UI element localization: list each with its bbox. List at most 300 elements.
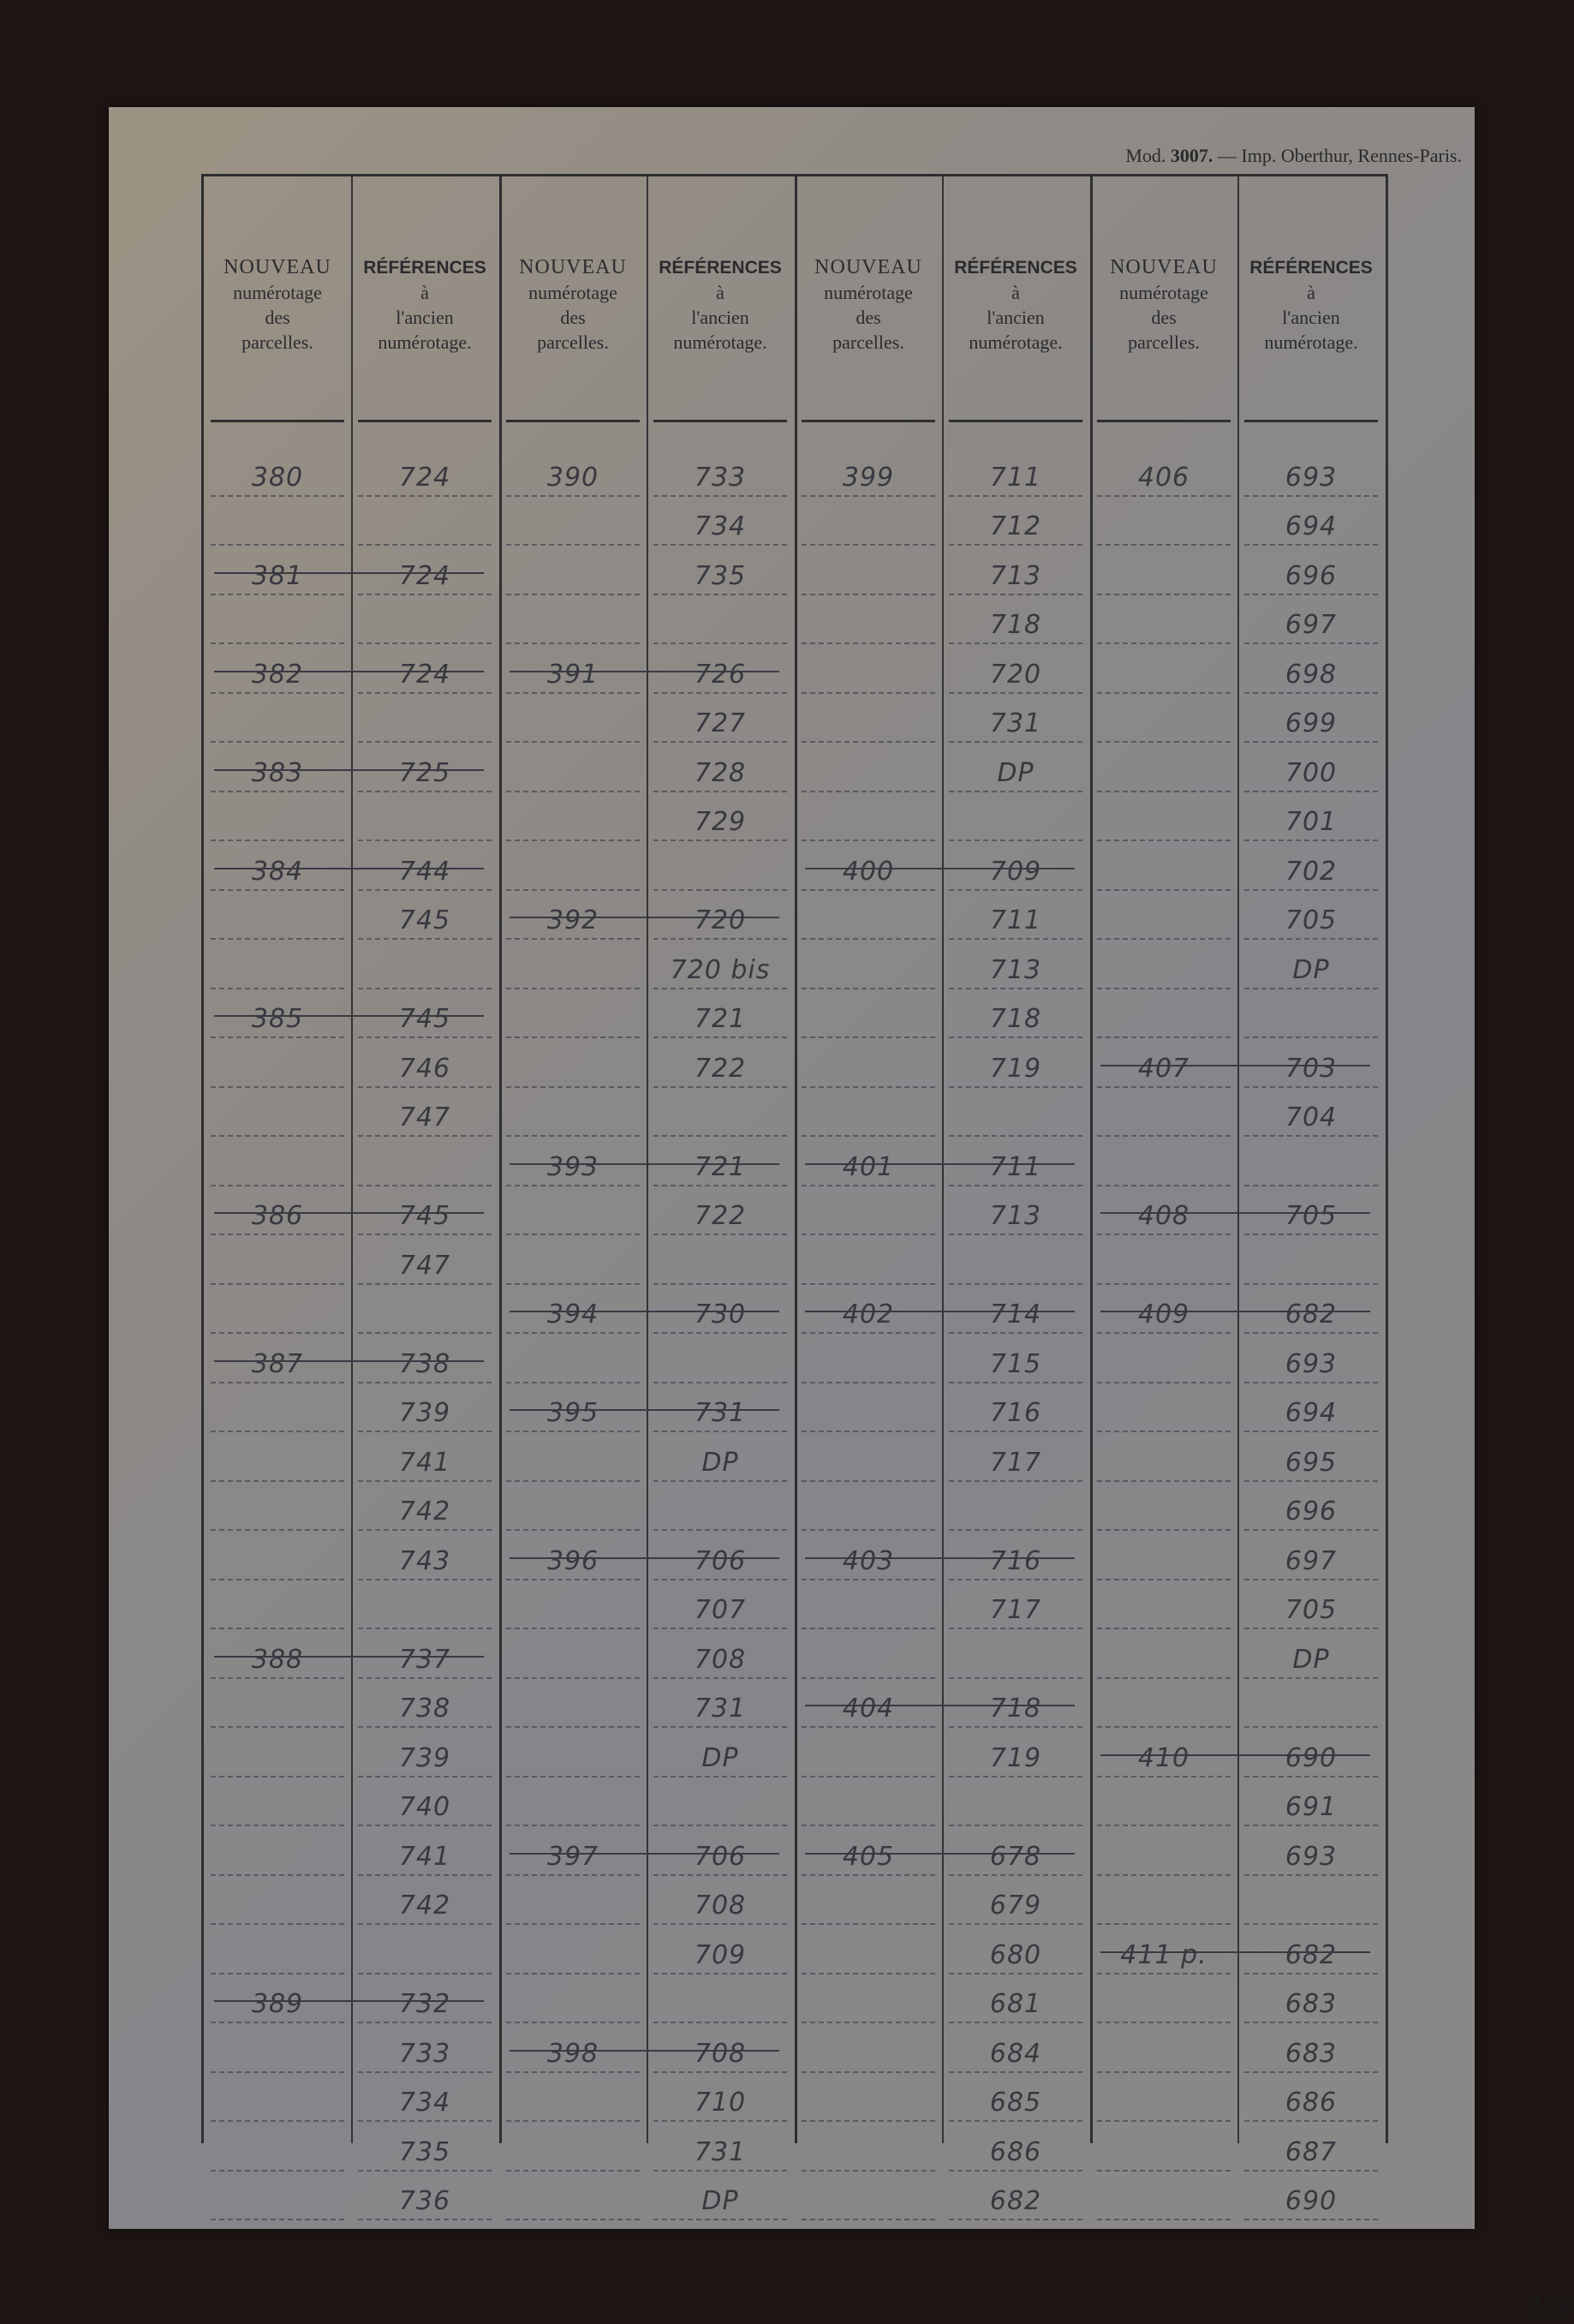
old-reference-number: 705 [1285, 1595, 1338, 1625]
dotted-rule [358, 1332, 492, 1334]
dotted-rule [506, 1135, 640, 1137]
old-reference-number: 724 [398, 462, 451, 493]
page-number: 116 [1529, 2291, 1574, 2320]
dotted-rule [1097, 2219, 1231, 2220]
dotted-rule [211, 1874, 344, 1876]
dotted-rule [1244, 2170, 1378, 2172]
dotted-rule [802, 1628, 935, 1629]
dotted-rule [653, 988, 787, 989]
dotted-rule [949, 1431, 1082, 1432]
dotted-rule [1097, 2022, 1231, 2023]
dotted-rule [1244, 1086, 1378, 1088]
dotted-rule [1244, 1776, 1378, 1777]
new-parcel-number: 383 [251, 757, 304, 788]
dotted-rule [358, 1135, 492, 1137]
dotted-rule [653, 1283, 787, 1285]
header-nouveau-line2: numérotage [824, 282, 913, 303]
dotted-rule [358, 1825, 492, 1826]
dotted-rule [653, 2219, 787, 2220]
dotted-rule [211, 2170, 344, 2172]
header-nouveau-line4: parcelles. [832, 332, 904, 353]
dotted-rule [211, 1529, 344, 1531]
header-nouveau-line4: parcelles. [1128, 332, 1200, 353]
dotted-rule [1244, 1431, 1378, 1432]
dotted-rule [653, 692, 787, 694]
dotted-rule [949, 1283, 1082, 1285]
old-reference-number: 683 [1285, 1989, 1338, 2019]
old-reference-number: 719 [989, 1742, 1042, 1773]
old-reference-number: 705 [1285, 905, 1338, 935]
old-reference-number: 717 [989, 1595, 1042, 1625]
dotted-rule [506, 495, 640, 497]
dotted-rule [802, 1529, 935, 1531]
dotted-rule [358, 692, 492, 694]
dotted-rule [1097, 1973, 1231, 1975]
old-reference-number: 685 [989, 2088, 1042, 2118]
dotted-rule [1097, 1579, 1231, 1580]
header-references-line2: à [420, 282, 429, 303]
new-parcel-number: 408 [1137, 1201, 1190, 1231]
new-parcel-number: 395 [546, 1398, 599, 1428]
dotted-rule [358, 938, 492, 940]
dotted-rule [949, 1973, 1082, 1975]
dotted-rule [1097, 2120, 1231, 2122]
dotted-rule [211, 1726, 344, 1728]
dotted-rule [506, 1431, 640, 1432]
old-reference-number: 694 [1285, 511, 1338, 541]
dotted-rule [506, 1480, 640, 1482]
dotted-rule [802, 642, 935, 644]
dotted-rule [211, 594, 344, 595]
old-reference-number: 728 [694, 757, 747, 788]
dotted-rule [949, 1332, 1082, 1334]
new-parcel-number: 402 [842, 1299, 895, 1329]
header-rule [358, 420, 492, 422]
dotted-rule [506, 1726, 640, 1728]
old-reference-number: 696 [1285, 1497, 1338, 1526]
dotted-rule [1097, 692, 1231, 694]
old-reference-number: 696 [1285, 560, 1338, 591]
column-divider [942, 176, 944, 2143]
header-nouveau-title: NOUVEAU [224, 256, 331, 278]
old-reference-number: 747 [398, 1102, 451, 1132]
dotted-rule [1097, 1677, 1231, 1679]
dotted-rule [949, 2120, 1082, 2122]
header-references-title: RÉFÉRENCES [363, 258, 486, 278]
dotted-rule [1097, 938, 1231, 940]
header-references-4 [1237, 255, 1385, 355]
dotted-rule [802, 594, 935, 595]
old-reference-number: 720 [694, 905, 747, 935]
dotted-rule [1244, 1726, 1378, 1728]
dotted-rule [653, 889, 787, 891]
dotted-rule [949, 1923, 1082, 1925]
old-reference-number: 733 [398, 2038, 451, 2069]
dotted-rule [1244, 1579, 1378, 1580]
header-references-line3: l'ancien [1282, 307, 1340, 328]
printer-name: — Imp. Oberthur, Rennes-Paris. [1217, 145, 1462, 166]
dotted-rule [1244, 1628, 1378, 1629]
dotted-rule [653, 1431, 787, 1432]
new-parcel-number: 381 [251, 560, 304, 591]
old-reference-number: 713 [989, 954, 1042, 985]
old-reference-number: 681 [989, 1989, 1042, 2019]
old-reference-number: 739 [398, 1742, 451, 1773]
new-parcel-number: 387 [251, 1348, 304, 1379]
header-references-line3: l'ancien [987, 307, 1045, 328]
dotted-rule [653, 1923, 787, 1925]
dotted-rule [802, 2170, 935, 2172]
dotted-rule [1244, 1135, 1378, 1137]
old-reference-number: 718 [989, 1004, 1042, 1034]
dotted-rule [211, 938, 344, 940]
old-reference-number: 732 [398, 1989, 451, 2019]
block-divider [1090, 176, 1093, 2143]
dotted-rule [358, 839, 492, 841]
block-divider [499, 176, 502, 2143]
old-reference-number: 697 [1285, 1545, 1338, 1576]
dotted-rule [802, 1431, 935, 1432]
dotted-rule [1097, 1529, 1231, 1531]
dotted-rule [506, 1234, 640, 1235]
dotted-rule [211, 2219, 344, 2220]
dotted-rule [802, 1825, 935, 1826]
dotted-rule [802, 791, 935, 792]
dotted-rule [949, 642, 1082, 644]
dotted-rule [949, 1579, 1082, 1580]
dotted-rule [653, 938, 787, 940]
old-reference-number: DP [701, 2186, 739, 2216]
old-reference-number: 722 [694, 1201, 747, 1231]
old-reference-number: 741 [398, 1447, 451, 1478]
old-reference-number: 695 [1285, 1447, 1338, 1478]
dotted-rule [949, 495, 1082, 497]
dotted-rule [653, 2022, 787, 2023]
dotted-rule [949, 1480, 1082, 1482]
old-reference-number: 711 [989, 462, 1042, 493]
dotted-rule [1244, 1480, 1378, 1482]
dotted-rule [506, 839, 640, 841]
dotted-rule [1244, 544, 1378, 546]
dotted-rule [1244, 1332, 1378, 1334]
dotted-rule [506, 1283, 640, 1285]
old-reference-number: 703 [1285, 1053, 1338, 1084]
dotted-rule [802, 1283, 935, 1285]
dotted-rule [802, 1973, 935, 1975]
old-reference-number: 725 [398, 757, 451, 788]
dotted-rule [506, 2120, 640, 2122]
old-reference-number: 686 [989, 2136, 1042, 2167]
dotted-rule [211, 1825, 344, 1826]
new-parcel-number: 391 [546, 659, 599, 690]
old-reference-number: 746 [398, 1053, 451, 1084]
new-parcel-number: 392 [546, 905, 599, 935]
dotted-rule [653, 1037, 787, 1038]
header-nouveau-line4: parcelles. [241, 332, 313, 353]
old-reference-number: 731 [694, 1694, 747, 1724]
dotted-rule [949, 1086, 1082, 1088]
dotted-rule [802, 1776, 935, 1777]
new-parcel-number: 403 [842, 1545, 895, 1576]
old-reference-number: 719 [989, 1053, 1042, 1084]
dotted-rule [949, 692, 1082, 694]
dotted-rule [358, 1923, 492, 1925]
dotted-rule [1244, 988, 1378, 989]
dotted-rule [1244, 642, 1378, 644]
dotted-rule [358, 1628, 492, 1629]
dotted-rule [506, 1037, 640, 1038]
dotted-rule [1244, 1874, 1378, 1876]
old-reference-number: 737 [398, 1644, 451, 1675]
dotted-rule [211, 2071, 344, 2073]
dotted-rule [1097, 1382, 1231, 1383]
dotted-rule [653, 1185, 787, 1186]
header-references-line4: numérotage. [378, 332, 472, 353]
dotted-rule [1097, 839, 1231, 841]
block-divider [795, 176, 797, 2143]
dotted-rule [358, 1973, 492, 1975]
dotted-rule [1097, 1874, 1231, 1876]
old-reference-number: DP [701, 1742, 739, 1773]
dotted-rule [1244, 594, 1378, 595]
dotted-rule [802, 2022, 935, 2023]
dotted-rule [358, 544, 492, 546]
dotted-rule [1244, 1283, 1378, 1285]
dotted-rule [211, 1579, 344, 1580]
old-reference-number: 712 [989, 511, 1042, 541]
dotted-rule [358, 1529, 492, 1531]
dotted-rule [211, 839, 344, 841]
dotted-rule [802, 839, 935, 841]
dotted-rule [506, 1332, 640, 1334]
dotted-rule [506, 2071, 640, 2073]
header-references-line4: numérotage. [969, 332, 1063, 353]
dotted-rule [802, 495, 935, 497]
header-rule [949, 420, 1082, 422]
dotted-rule [506, 889, 640, 891]
dotted-rule [506, 1579, 640, 1580]
old-reference-number: 721 [694, 1151, 747, 1182]
header-nouveau-1 [204, 255, 351, 355]
dotted-rule [211, 1234, 344, 1235]
mod-label: Mod. [1125, 145, 1166, 166]
header-nouveau-2 [499, 255, 647, 355]
old-reference-number: 724 [398, 659, 451, 690]
mod-number: 3007. [1170, 145, 1213, 166]
header-nouveau-title: NOUVEAU [519, 256, 627, 278]
dotted-rule [506, 1086, 640, 1088]
new-parcel-number: 407 [1137, 1053, 1190, 1084]
dotted-rule [1244, 1185, 1378, 1186]
dotted-rule [211, 1628, 344, 1629]
dotted-rule [358, 642, 492, 644]
new-parcel-number: 394 [546, 1299, 599, 1329]
dotted-rule [949, 2022, 1082, 2023]
old-reference-number: 691 [1285, 1792, 1338, 1822]
dotted-rule [1097, 791, 1231, 792]
old-reference-number: 722 [694, 1053, 747, 1084]
dotted-rule [358, 2120, 492, 2122]
old-reference-number: 735 [398, 2136, 451, 2167]
header-nouveau-line3: des [856, 307, 881, 328]
old-reference-number: 734 [398, 2088, 451, 2118]
dotted-rule [1097, 1086, 1231, 1088]
dotted-rule [653, 1529, 787, 1531]
dotted-rule [1097, 2170, 1231, 2172]
dotted-rule [1097, 1923, 1231, 1925]
header-nouveau-line2: numérotage [528, 282, 617, 303]
old-reference-number: 708 [694, 2038, 747, 2069]
old-reference-number: 699 [1285, 708, 1338, 738]
dotted-rule [1244, 692, 1378, 694]
dotted-rule [506, 1923, 640, 1925]
dotted-rule [211, 1973, 344, 1975]
new-parcel-number: 388 [251, 1644, 304, 1675]
old-reference-number: 708 [694, 1644, 747, 1675]
dotted-rule [949, 1382, 1082, 1383]
dotted-rule [653, 1726, 787, 1728]
dotted-rule [506, 2219, 640, 2220]
old-reference-number: 700 [1285, 757, 1338, 788]
dotted-rule [1244, 1973, 1378, 1975]
dotted-rule [949, 938, 1082, 940]
new-parcel-number: 409 [1137, 1299, 1190, 1329]
dotted-rule [358, 1677, 492, 1679]
new-parcel-number: 411 p. [1120, 1939, 1207, 1970]
dotted-rule [211, 1431, 344, 1432]
dotted-rule [653, 2170, 787, 2172]
dotted-rule [802, 1086, 935, 1088]
dotted-rule [1097, 495, 1231, 497]
dotted-rule [358, 1283, 492, 1285]
dotted-rule [1244, 1037, 1378, 1038]
old-reference-number: 698 [1285, 659, 1338, 690]
dotted-rule [949, 1037, 1082, 1038]
dotted-rule [506, 594, 640, 595]
header-rule [1097, 420, 1231, 422]
dotted-rule [949, 1825, 1082, 1826]
new-parcel-number: 397 [546, 1841, 599, 1872]
dotted-rule [506, 791, 640, 792]
old-reference-number: 711 [989, 1151, 1042, 1182]
header-nouveau-line3: des [560, 307, 586, 328]
old-reference-number: 741 [398, 1841, 451, 1872]
dotted-rule [653, 839, 787, 841]
dotted-rule [802, 1234, 935, 1235]
old-reference-number: 709 [694, 1939, 747, 1970]
dotted-rule [949, 544, 1082, 546]
old-reference-number: 743 [398, 1545, 451, 1576]
printer-imprint [879, 145, 1462, 167]
old-reference-number: 682 [1285, 1299, 1338, 1329]
dotted-rule [653, 1825, 787, 1826]
dotted-rule [358, 988, 492, 989]
old-reference-number: 684 [989, 2038, 1042, 2069]
dotted-rule [1244, 839, 1378, 841]
dotted-rule [358, 791, 492, 792]
dotted-rule [211, 692, 344, 694]
old-reference-number: DP [997, 757, 1034, 788]
header-rule [506, 420, 640, 422]
new-parcel-number: 404 [842, 1694, 895, 1724]
dotted-rule [802, 1332, 935, 1334]
dotted-rule [653, 1332, 787, 1334]
dotted-rule [949, 2170, 1082, 2172]
old-reference-number: 690 [1285, 2186, 1338, 2216]
old-reference-number: 690 [1285, 1742, 1338, 1773]
old-reference-number: 678 [989, 1841, 1042, 1872]
dotted-rule [1097, 1234, 1231, 1235]
old-reference-number: 704 [1285, 1102, 1338, 1132]
header-references-title: RÉFÉRENCES [659, 258, 782, 278]
old-reference-number: DP [701, 1447, 739, 1478]
old-reference-number: 705 [1285, 1201, 1338, 1231]
dotted-rule [802, 544, 935, 546]
dotted-rule [1097, 642, 1231, 644]
dotted-rule [1097, 544, 1231, 546]
dotted-rule [653, 791, 787, 792]
old-reference-number: 738 [398, 1348, 451, 1379]
old-reference-number: 706 [694, 1841, 747, 1872]
old-reference-number: 693 [1285, 1348, 1338, 1379]
dotted-rule [506, 2170, 640, 2172]
dotted-rule [653, 1776, 787, 1777]
dotted-rule [949, 839, 1082, 841]
dotted-rule [1097, 741, 1231, 743]
dotted-rule [949, 2071, 1082, 2073]
old-reference-number: 720 [989, 659, 1042, 690]
old-reference-number: 682 [989, 2186, 1042, 2216]
dotted-rule [211, 1923, 344, 1925]
dotted-rule [1097, 1185, 1231, 1186]
dotted-rule [506, 1874, 640, 1876]
new-parcel-number: 400 [842, 856, 895, 887]
header-references-title: RÉFÉRENCES [954, 258, 1077, 278]
old-reference-number: 701 [1285, 807, 1338, 837]
old-reference-number: 682 [1285, 1939, 1338, 1970]
old-reference-number: 744 [398, 856, 451, 887]
dotted-rule [211, 1776, 344, 1777]
old-reference-number: 715 [989, 1348, 1042, 1379]
old-reference-number: 702 [1285, 856, 1338, 887]
dotted-rule [949, 741, 1082, 743]
dotted-rule [653, 1382, 787, 1383]
dotted-rule [949, 1529, 1082, 1531]
dotted-rule [802, 1135, 935, 1137]
dotted-rule [1244, 2071, 1378, 2073]
dotted-rule [1097, 1726, 1231, 1728]
dotted-rule [653, 1874, 787, 1876]
dotted-rule [1244, 1234, 1378, 1235]
dotted-rule [1244, 495, 1378, 497]
dotted-rule [653, 1973, 787, 1975]
old-reference-number: 742 [398, 1891, 451, 1921]
dotted-rule [949, 1776, 1082, 1777]
dotted-rule [1244, 791, 1378, 792]
dotted-rule [211, 791, 344, 792]
new-parcel-number: 384 [251, 856, 304, 887]
dotted-rule [358, 889, 492, 891]
new-parcel-number: 401 [842, 1151, 895, 1182]
dotted-rule [358, 1037, 492, 1038]
dotted-rule [506, 692, 640, 694]
old-reference-number: 679 [989, 1891, 1042, 1921]
old-reference-number: 731 [694, 2136, 747, 2167]
dotted-rule [653, 1480, 787, 1482]
old-reference-number: DP [1292, 1644, 1330, 1675]
new-parcel-number: 399 [842, 462, 895, 493]
old-reference-number: 739 [398, 1398, 451, 1428]
